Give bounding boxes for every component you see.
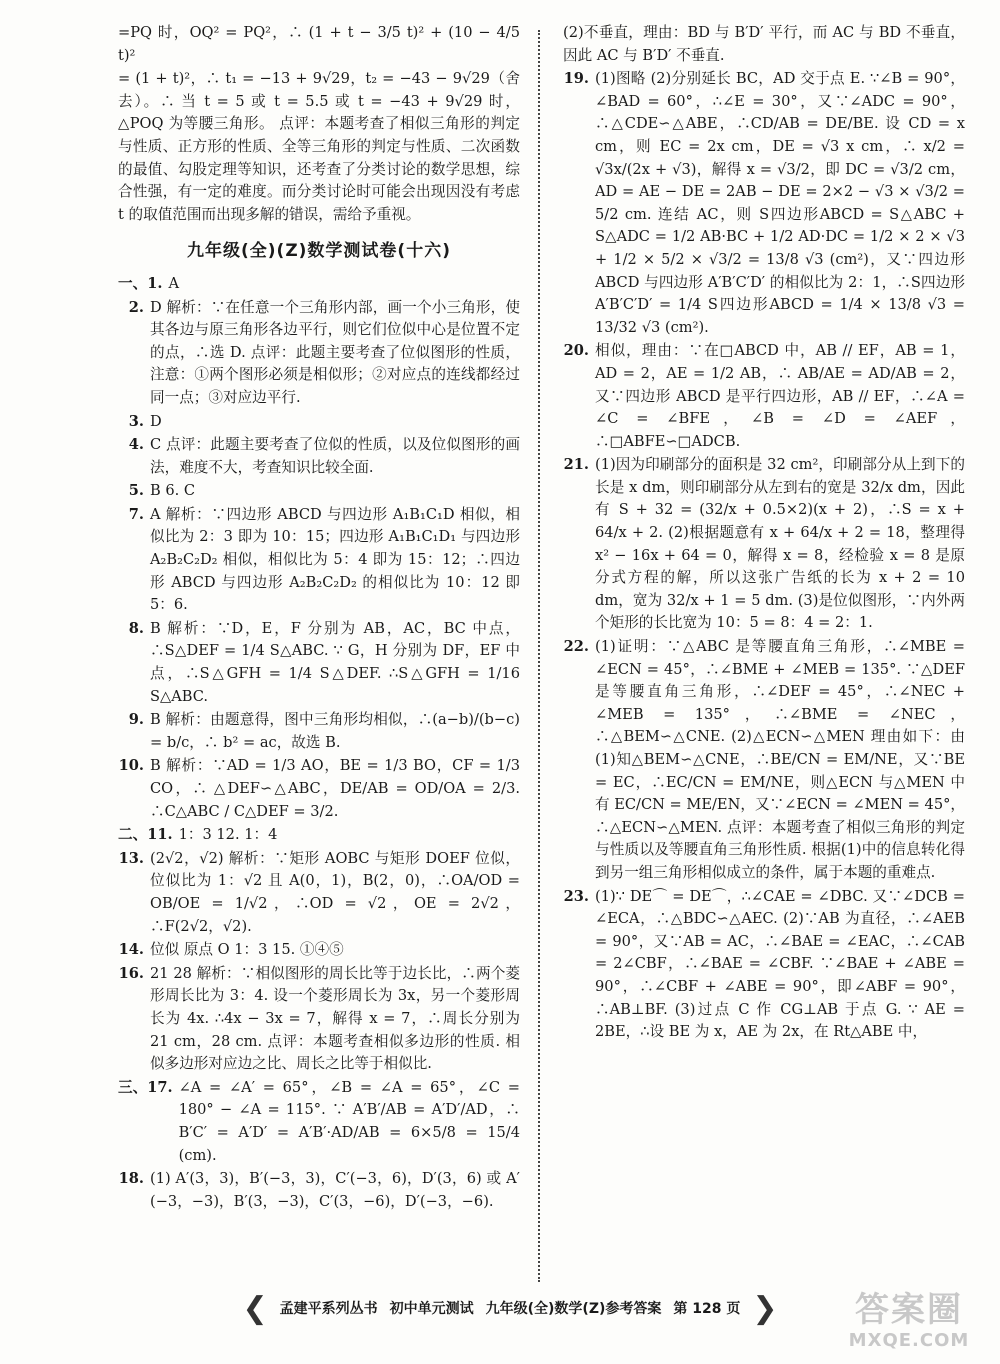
page-footer bbox=[230, 1288, 790, 1328]
answer-item-21: 21. (1)因为印刷部分的面积是 32 cm²，印刷部分从上到下的长是 x dm，则印刷部分从左到右的宽是 32/x dm，因此有 S + 32 = (32/x + 0.5×2)(x + 2)，∴S = x + 64/x + 2. (2)根据题意有 x + 64/x + 2 = 18，整理得 x² − 16x + 64 = 0，解得 x = 8，经检验 x = 8 是原分式方程的解，所以这张广告纸的长为 x + 2 = 10 dm，宽为 32/x + 1 = 5 dm. (3)是位似图形，∵内外两个矩形的长比宽为 10：5 = 8：4 = 2：1. bbox=[563, 456, 965, 632]
left-chevron-icon: ❮ bbox=[242, 1290, 268, 1326]
answer-item-23: 23. (1)∵ DE⌒ = DE⌒，∴∠CAE = ∠DBC. 又∵∠DCB = ∠ECA，∴△BDC∽△AEC. (2)∵AB 为直径，∴∠AEB = 90°，又∵AB = AC，∴∠BAE = ∠EAC，∴∠CAB = 2∠CBF，∴∠BAE = ∠CBF. ∵∠BAE + ∠ABE = 90°，∴∠CBF + ∠ABE = 90°，即∠ABF = 90°，∴AB⊥BF. (3)过点 C 作 CG⊥AB 于点 G. ∵ AE = 2BE，∴设 BE 为 x，AE 为 2x，在 Rt△ABE 中， bbox=[563, 887, 965, 1041]
answer-item-13: 13. (2√2，√2) 解析：∵矩形 AOBC 与矩形 DOEF 位似，位似比为 1：√2 且 A(0，1)，B(2，0)，∴OA/OD = OB/OE = 1/√2，∴OD = √2，OE = 2√2，∴F(2√2，√2). bbox=[118, 849, 520, 935]
page-number: 第 128 页 bbox=[673, 1301, 741, 1317]
footer-book: 初中单元测试 bbox=[389, 1301, 474, 1317]
answer-item-11-12: 二、11. 1：3 12. 1：4 bbox=[118, 826, 278, 844]
right-column bbox=[563, 22, 965, 1045]
watermark-url: MXQE.COM bbox=[848, 1330, 970, 1351]
footer-series: 孟建平系列丛书 bbox=[279, 1301, 378, 1317]
answer-item-1: 一、1. A bbox=[118, 274, 179, 292]
continuation-line-1: =PQ 时，OQ² = PQ²，∴ (1 + t − 3/5 t)² + (10 − 4/5 t)² bbox=[118, 24, 520, 64]
left-column bbox=[118, 22, 520, 1214]
answer-item-19: 19. (1)图略 (2)分别延长 BC，AD 交于点 E. ∵∠B = 90°，∠BAD = 60°，∴∠E = 30°，又∵∠ADC = 90°，∴△CDE∽△ABE，∴CD/AB = DE/BE. 设 CD = x cm，则 EC = 2x cm，DE = √3 x cm，∴ x/2 = √3x/(2x + √3)，解得 x = √3/2，即 DC = √3/2 cm，AD = AE − DE = 2AB − DE = 2×2 − √3 × √3/2 = 5/2 cm. 连结 AC，则 S四边形ABCD = S△ABC + S△ADC = 1/2 AB·BC + 1/2 AD·DC = 1/2 × 2 × √3 + 1/2 × 5/2 × √3/2 = 13/8 √3 (cm²)，又∵四边形 ABCD 与四边形 A′B′C′D′ 的相似比为 2：1，∴S四边形A′B′C′D′ = 1/4 S四边形ABCD = 1/4 × 13/8 √3 = 13/32 √3 (cm²). bbox=[563, 70, 965, 336]
watermark bbox=[824, 1290, 994, 1360]
answer-item-2: 2. D 解析：∵在任意一个三角形内部，画一个小三角形，使其各边与原三角形各边平行，则它们位似中心是位置不定的点，∴选 D. 点评：此题主要考查了位似图形的性质，注意：①两个图形必须是相似形；②对应点的连线都经过同一点；③对应边平行. bbox=[128, 298, 520, 406]
footer-subject: 九年级(全)数学(Z)参考答案 bbox=[485, 1301, 662, 1317]
answer-item-16: 16. 21 28 解析：∵相似图形的周长比等于边长比，∴两个菱形周长比为 3：4. 设一个菱形周长为 3x，另一个菱形周长为 4x. ∴4x − 3x = 7，解得 x = 7，∴周长分别为 21 cm，28 cm. 点评：本题考查相似多边形的性质. 相似多边形对应边之比、周长之比等于相似比. bbox=[118, 964, 520, 1073]
answer-item-9: 9. B 解析：由题意得，图中三角形均相似，∴(a−b)/(b−c) = b/c，∴ b² = ac，故选 B. bbox=[128, 711, 520, 751]
answer-item-4: 4. C 点评：此题主要考查了位似的性质，以及位似图形的画法，难度不大，考查知识比较全面. bbox=[128, 436, 520, 476]
answer-item-3: 3. D bbox=[128, 412, 162, 430]
continuation-text: = (1 + t)²，∴ t₁ = −13 + 9√29，t₂ = −43 − 9√29（舍去）。∴ 当 t = 5 或 t = 5.5 或 t = −43 + 9√29 时，△POQ 为等腰三角形。 点评：本题考查了相似三角形的判定与性质、正方形的性质、全等三角形的判定与性质、二次函数的最值、勾股定理等知识，还考查了分类讨论的数学思想，综合性强，有一定的难度。而分类讨论时可能会出现因没有考虑 t 的取值范围而出现多解的错误，需给予重视。 bbox=[118, 70, 520, 223]
answer-item-10: 10. B 解析：∵AD = 1/3 AO，BE = 1/3 BO，CF = 1/3 CO，∴ △DEF∽△ABC，DE/AB = OD/OA = 2/3. ∴C△ABC / C△DEF = 3/2. bbox=[118, 757, 520, 820]
answer-item-8: 8. B 解析：∵D，E，F 分别为 AB，AC，BC 中点，∴S△DEF = 1/4 S△ABC. ∵ G，H 分别为 DF，EF 中点，∴S△GFH = 1/4 S△DEF. ∴S△GFH = 1/16 S△ABC. bbox=[128, 619, 520, 705]
watermark-text: 答案圈 bbox=[855, 1290, 963, 1330]
answer-item-18: 18. (1) A′(3，3)，B′(−3，3)，C′(−3，6)，D′(3，6) 或 A′(−3，−3)，B′(3，−3)，C′(3，−6)，D′(−3，−6). bbox=[118, 1170, 520, 1210]
answer-item-20: 20. 相似，理由：∵在□ABCD 中，AB // EF，AB = 1，AD = 2，AE = 1/2 AB，∴ AB/AE = AD/AB = 2，又∵四边形 ABCD 是平行四边形，AB // EF，∴∠A = ∠C = ∠BFE，∠B = ∠D = ∠AEF，∴□ABFE∽□ADCB. bbox=[563, 342, 965, 450]
continuation-18-2: (2)不垂直，理由：BD 与 B′D′ 平行，而 AC 与 BD 不垂直，因此 AC 与 B′D′ 不垂直. bbox=[563, 24, 965, 64]
section-title: 九年级(全)(Z)数学测试卷(十六) bbox=[187, 241, 451, 262]
answer-item-14-15: 14. 位似 原点 O 1：3 15. ①④⑤ bbox=[118, 941, 344, 959]
answer-item-7: 7. A 解析：∵四边形 ABCD 与四边形 A₁B₁C₁D 相似，相似比为 2：3 即为 10：15；四边形 A₁B₁C₁D₁ 与四边形 A₂B₂C₂D₂ 相似，相似比为 5：4 即为 15：12；∴四边形 ABCD 与四边形 A₂B₂C₂D₂ 的相似比为 10：12 即 5：6. bbox=[128, 505, 520, 614]
answer-item-5-6: 5. B 6. C bbox=[128, 482, 196, 500]
answer-item-17: 三、17. ∠A = ∠A′ = 65°，∠B = ∠A = 65°，∠C = 180° − ∠A = 115°. ∵ A′B′/AB = A′D′/AD，∴ B′C′ = A′D′ = A′B′·AD/AB = 6×5/8 = 15/4 (cm). bbox=[118, 1078, 520, 1164]
right-chevron-icon: ❯ bbox=[752, 1290, 778, 1326]
column-divider bbox=[538, 30, 540, 1282]
answer-item-22: 22. (1)证明：∵△ABC 是等腰直角三角形，∴∠MBE = ∠ECN = 45°，∴∠BME + ∠MEB = 135°. ∵△DEF 是等腰直角三角形，∴∠DEF = 45°，∴∠NEC + ∠MEB = 135°，∴∠BME = ∠NEC，∴△BEM∽△CNE. (2)△ECN∽△MEN 理由如下：由(1)知△BEM∽△CNE，∴BE/CN = EM/NE，又∵BE = EC，∴EC/CN = EM/NE，则△ECN 与△MEN 中有 EC/CN = ME/EN，又∵∠ECN = ∠MEN = 45°，∴△ECN∽△MEN. 点评：本题考查了相似三角形的判定与性质以及等腰直角三角形性质. 根据(1)中的信息转化得到另一组三角形相似成立的条件，属于本题的重难点. bbox=[563, 638, 966, 881]
